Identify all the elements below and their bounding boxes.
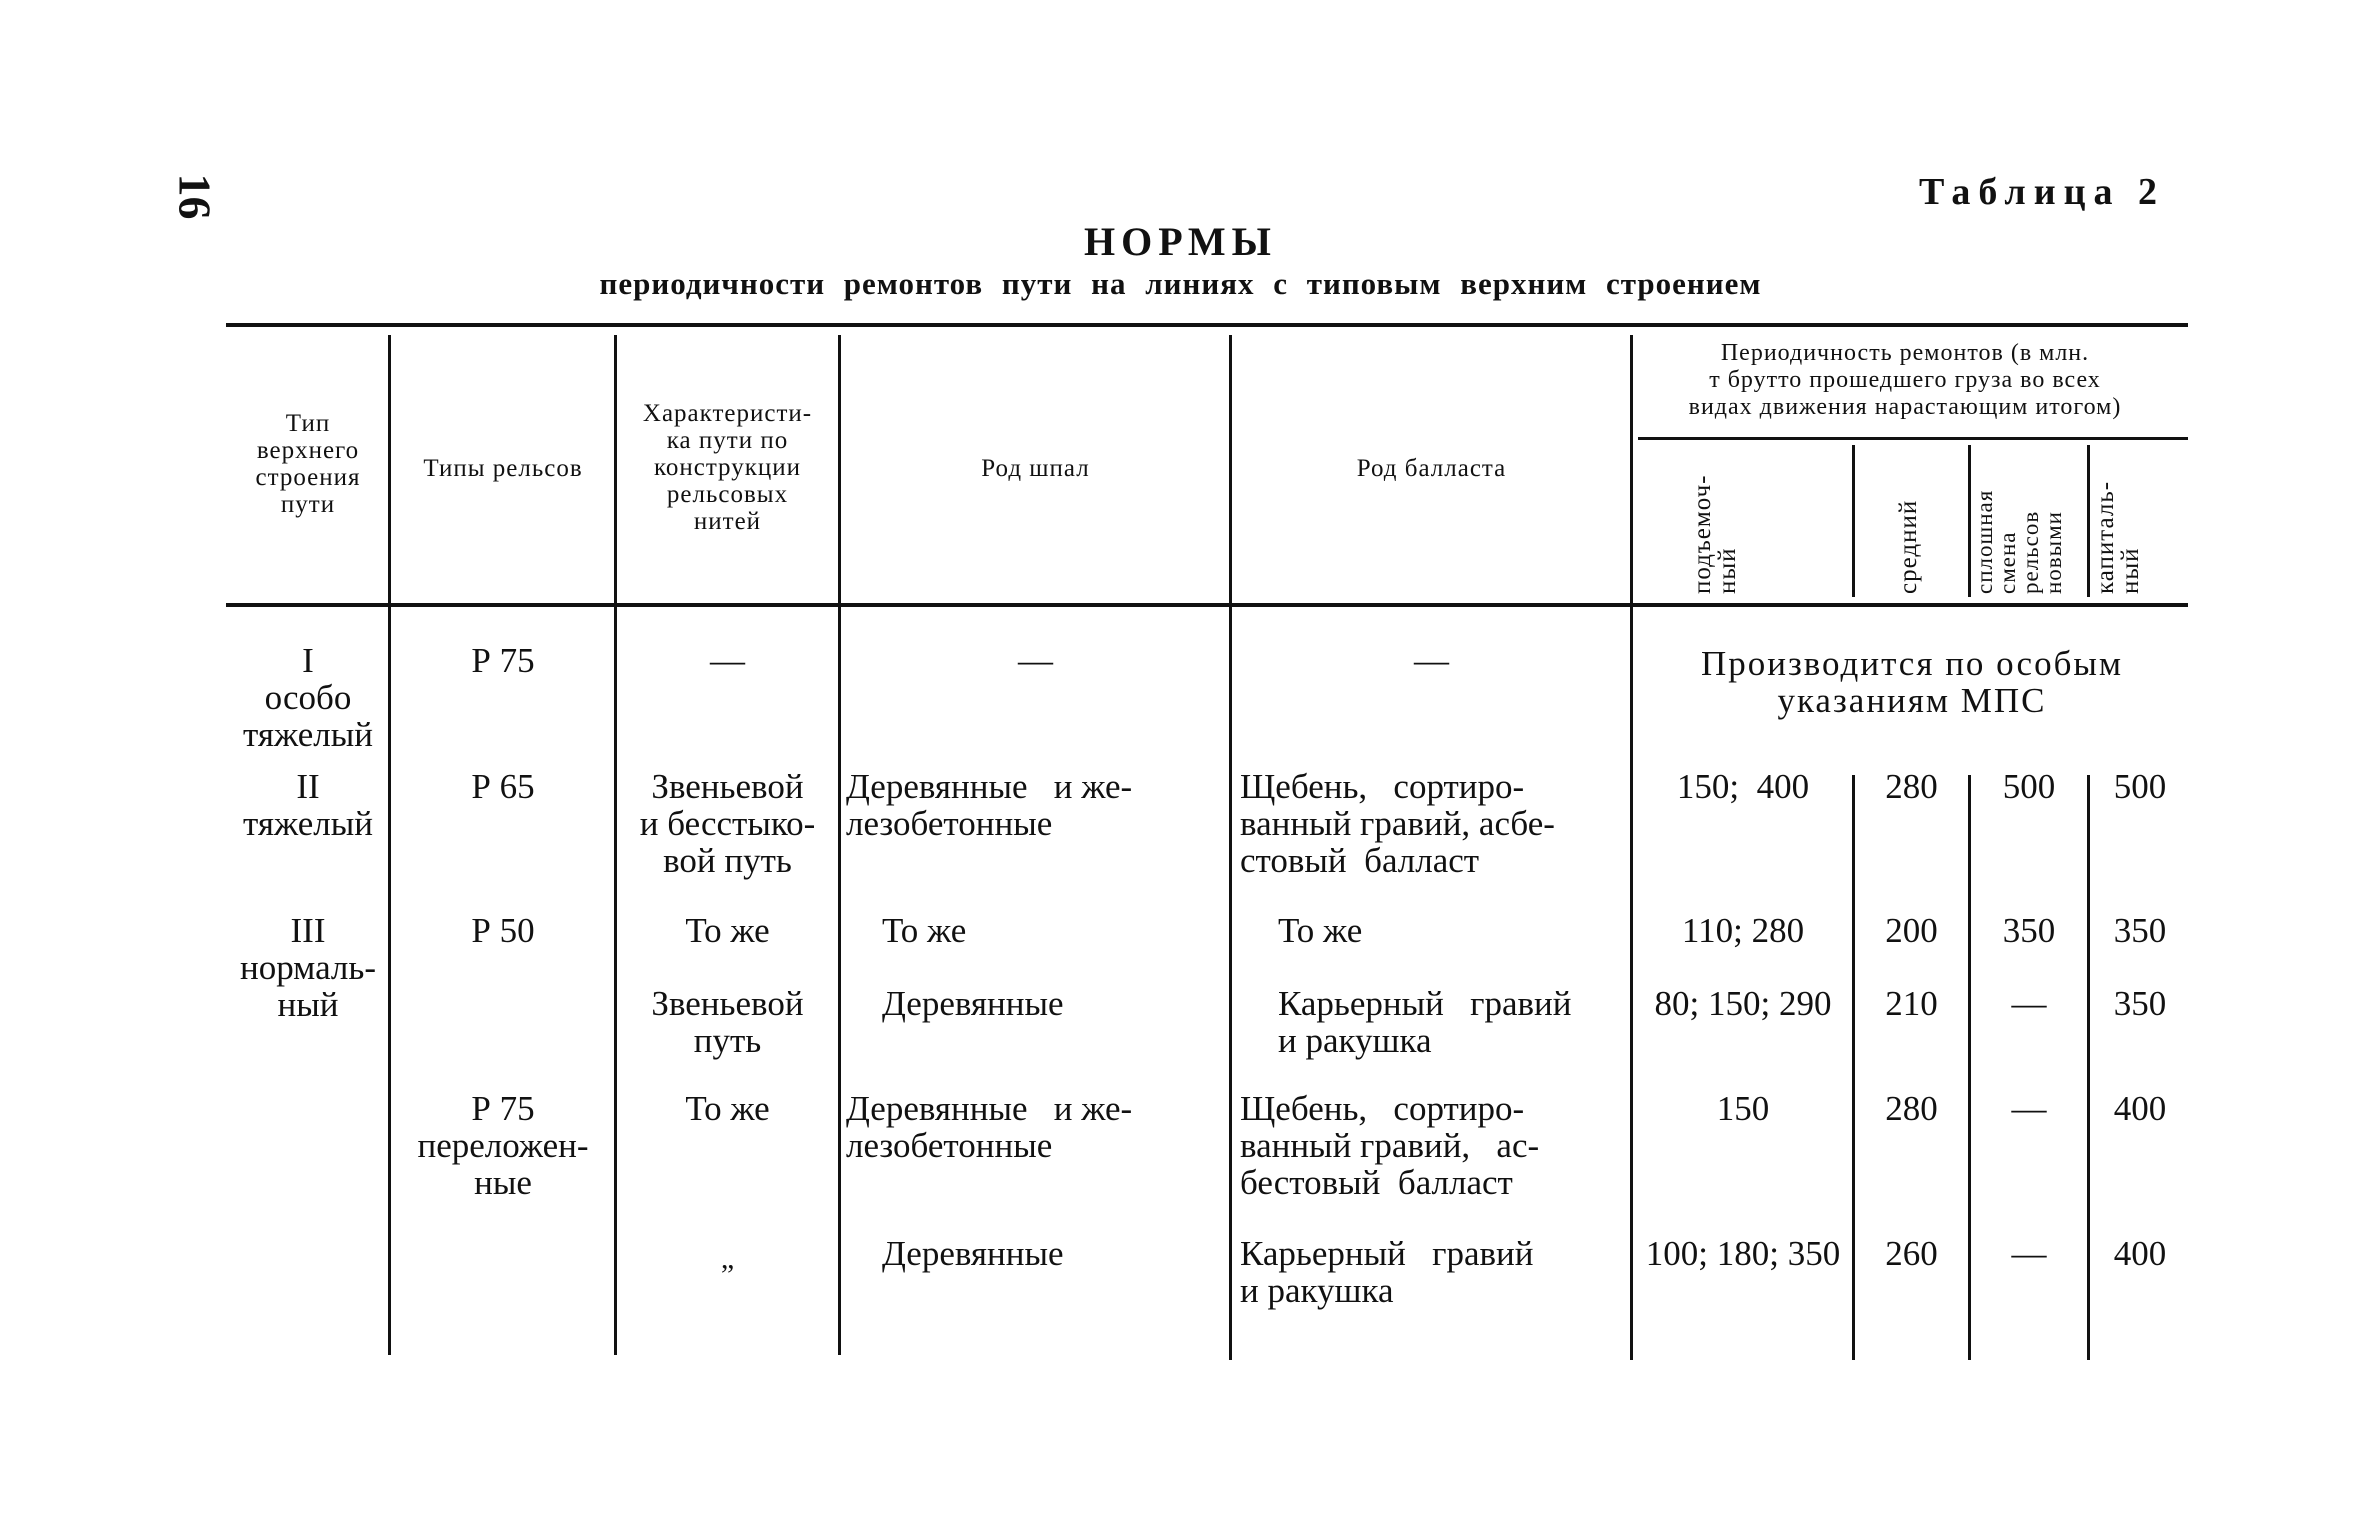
table-subtitle: периодичности ремонтов пути на линиях с типовым верхним строением (599, 266, 1762, 301)
row6-capital: 400 (2113, 1234, 2167, 1273)
row3-type: III нормаль- ный (239, 911, 377, 1024)
row3-lifting: 110; 280 (1681, 911, 1805, 950)
row3-ballast: То же (1278, 911, 1363, 950)
row2-ballast: Щебень, сортиро- ванный гравий, асбе- стовый балласт (1240, 767, 1555, 880)
sub-divider-3-body (2087, 775, 2090, 1360)
row4-ballast: Карьерный гравий и ракушка (1278, 984, 1572, 1060)
row2-sleepers: Деревянные и же- лезобетонные (846, 767, 1133, 843)
row3-rails: Р 50 (471, 911, 535, 950)
row1-sleepers: — (1018, 641, 1053, 680)
row1-merged-note: Производится по особым указаниям МПС (1700, 644, 2124, 720)
col-divider-5 (1630, 335, 1633, 1360)
row4-sleepers: Деревянные (882, 984, 1064, 1023)
table-title: НОРМЫ (1084, 219, 1277, 264)
row2-lifting: 150; 400 (1676, 767, 1810, 806)
subheader-lifting: подъемоч- ный (1689, 474, 1741, 594)
header-bottom-rule (226, 603, 2188, 607)
row5-medium: 280 (1885, 1089, 1938, 1128)
row1-rails: Р 75 (471, 641, 535, 680)
header-rails: Типы рельсов (423, 455, 583, 482)
sub-divider-1 (1852, 445, 1855, 597)
col-divider-4 (1229, 335, 1232, 1360)
header-ballast: Род балласта (1356, 455, 1507, 482)
row2-capital: 500 (2113, 767, 2167, 806)
row6-medium: 260 (1885, 1234, 1938, 1273)
row6-sleepers: Деревянные (882, 1234, 1064, 1273)
subheader-medium: средний (1895, 499, 1922, 594)
row4-rail-replacement: — (2011, 984, 2047, 1023)
table-top-rule (226, 323, 2188, 327)
row5-sleepers: Деревянные и же- лезобетонные (846, 1089, 1133, 1165)
row3-sleepers: То же (882, 911, 967, 950)
row5-char: То же (685, 1089, 770, 1128)
sub-divider-2 (1968, 445, 1971, 597)
row1-type: I особо тяжелый (243, 641, 373, 754)
row6-char: „ (720, 1242, 735, 1275)
periodicity-subheader-rule (1638, 437, 2188, 440)
sub-divider-2-body (1968, 775, 1971, 1360)
table-label: Таблица 2 (1918, 171, 2165, 213)
row2-rail-replacement: 500 (2002, 767, 2056, 806)
row5-lifting: 150 (1716, 1089, 1770, 1128)
row4-lifting: 80; 150; 290 (1654, 984, 1832, 1023)
row6-lifting: 100; 180; 350 (1645, 1234, 1841, 1273)
row6-rail-replacement: — (2011, 1234, 2047, 1273)
sub-divider-3 (2087, 445, 2090, 597)
col-divider-3 (838, 335, 841, 1355)
header-periodicity: Периодичность ремонтов (в млн. т брутто прошедшего груза во всех видах движения нарастающим итогом) (1688, 340, 2122, 420)
subheader-capital: капиталь- ный (2092, 480, 2144, 594)
header-sleepers: Род шпал (981, 455, 1090, 482)
row5-rail-replacement: — (2011, 1089, 2047, 1128)
row6-ballast: Карьерный гравий и ракушка (1240, 1234, 1534, 1310)
row3-rail-replacement: 350 (2002, 911, 2056, 950)
row4-medium: 210 (1885, 984, 1938, 1023)
header-characteristic: Характеристи- ка пути по конструкции рельсовых нитей (642, 400, 813, 535)
header-type: Тип верхнего строения пути (255, 410, 361, 518)
row4-char: Звеньевой путь (651, 984, 804, 1060)
row2-char: Звеньевой и бесстыко- вой путь (639, 767, 816, 880)
row1-char: — (710, 641, 745, 680)
row3-capital: 350 (2113, 911, 2167, 950)
sub-divider-1-body (1852, 775, 1855, 1360)
row2-rails: Р 65 (471, 767, 535, 806)
row3-medium: 200 (1885, 911, 1938, 950)
row5-ballast: Щебень, сортиро- ванный гравий, ас- бестовый балласт (1240, 1089, 1540, 1202)
col-divider-1 (388, 335, 391, 1355)
row5-rails: Р 75 переложен- ные (417, 1089, 589, 1202)
page-number: 16 (169, 173, 221, 220)
row5-capital: 400 (2113, 1089, 2167, 1128)
row2-type: II тяжелый (243, 767, 373, 843)
row3-char: То же (685, 911, 770, 950)
subheader-rail-replacement: сплошная смена рельсов новыми (1972, 489, 2066, 594)
row4-capital: 350 (2113, 984, 2167, 1023)
row1-ballast: — (1414, 641, 1449, 680)
row2-medium: 280 (1885, 767, 1938, 806)
